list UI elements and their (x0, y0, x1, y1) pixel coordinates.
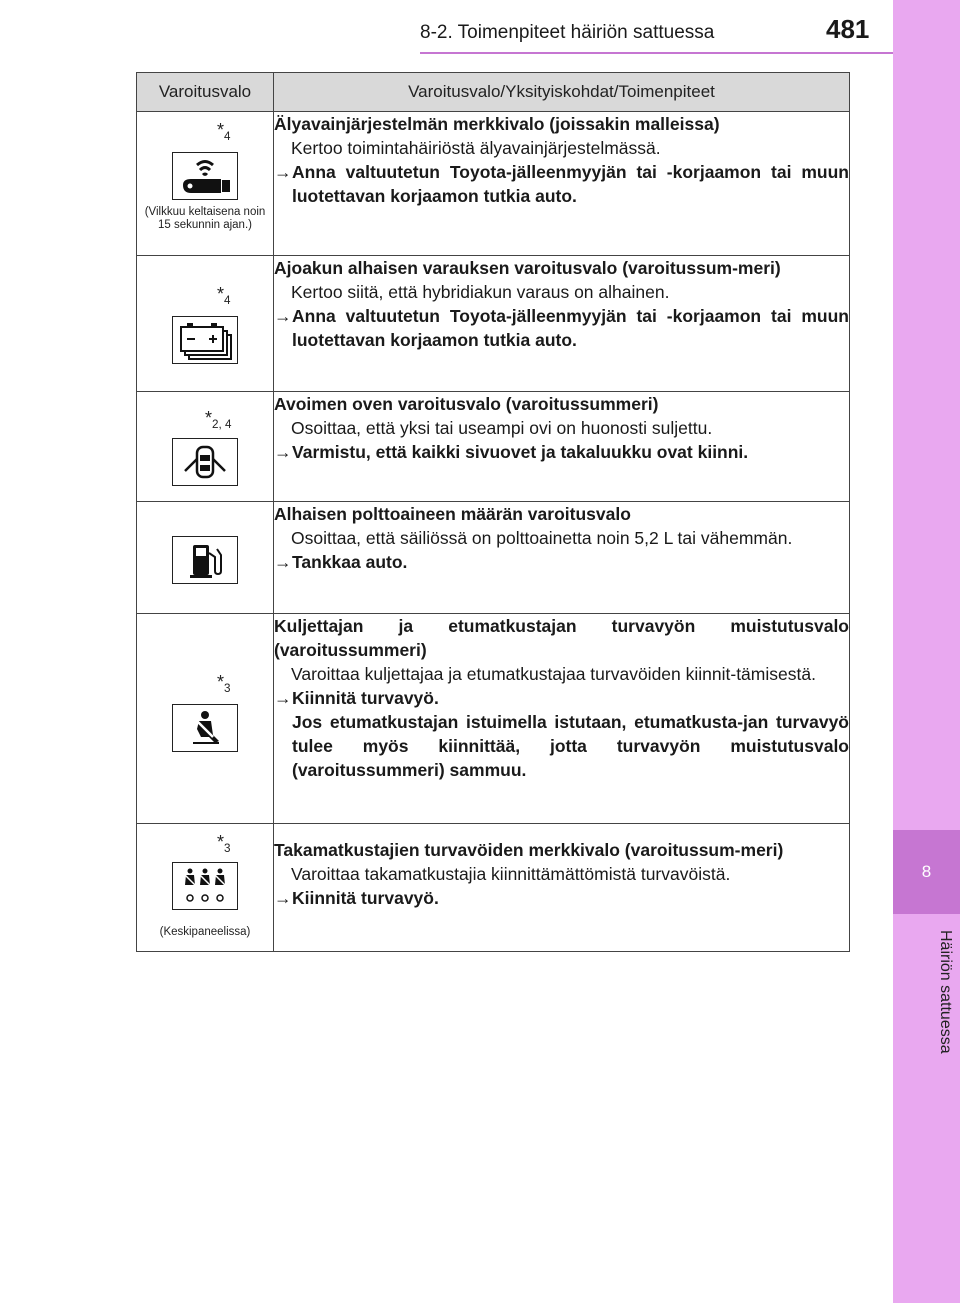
light-action: → Tankkaa auto. (274, 552, 408, 572)
table-row (137, 256, 850, 392)
warning-lights-table (136, 72, 850, 952)
details-cell (274, 614, 850, 824)
light-action: → Kiinnitä turvavyö. (274, 888, 439, 908)
light-title: Avoimen oven varoitusvalo (varoitussummeri) (274, 394, 659, 414)
light-description: Osoittaa, että säiliössä on polttoainetta noin 5,2 L tai vähemmän. (291, 528, 793, 548)
arrow-icon: → (274, 688, 292, 708)
arrow-icon: → (274, 162, 292, 182)
chapter-number: 8 (893, 830, 960, 914)
arrow-icon: → (274, 306, 292, 326)
page-number: 481 (826, 14, 870, 44)
details-cell (274, 112, 850, 256)
light-action: → Anna valtuutetun Toyota-jälleenmyyjän tai -korjaamon tai muun luotettavan korjaamon tutkia auto. (274, 306, 849, 350)
fuel-pump-icon (172, 536, 238, 584)
light-description: Osoittaa, että yksi tai useampi ovi on huonosti suljettu. (291, 418, 713, 438)
arrow-icon: → (274, 442, 292, 462)
details-cell (274, 824, 850, 952)
light-title: Takamatkustajien turvavöiden merkkivalo (varoitussum-meri) (274, 840, 784, 860)
light-title: Alhaisen polttoaineen määrän varoitusvalo (274, 504, 631, 524)
details-cell (274, 256, 850, 392)
icon-caption: (Vilkkuu keltaisena noin 15 sekunnin ajan.) (144, 206, 266, 231)
icon-cell (137, 392, 274, 502)
icon-cell (137, 256, 274, 392)
light-sub-action: Jos etumatkustajan istuimella istutaan, etumatkusta-jan turvavyö tulee myös kiinnittää, jotta turvavyön muistutusvalo (varoitussummeri) sammuu. (292, 712, 849, 780)
footnote-mark: $*_3$ (217, 832, 231, 855)
rear-seatbelt-icon (172, 862, 238, 910)
arrow-icon: → (274, 888, 292, 908)
light-action: → Varmistu, että kaikki sivuovet ja takaluukku ovat kiinni. (274, 442, 749, 462)
icon-caption: (Keskipaneelissa) (159, 926, 251, 938)
footnote-mark: $*_4$ (217, 120, 231, 143)
chapter-title: Häiriön sattuessa (937, 930, 954, 1054)
icon-cell (137, 112, 274, 256)
section-title: 8-2. Toimenpiteet häiriön sattuessa (420, 22, 715, 43)
table-row (137, 614, 850, 824)
seatbelt-icon (172, 704, 238, 752)
details-cell (274, 502, 850, 614)
table-row (137, 112, 850, 256)
light-description: Varoittaa takamatkustajia kiinnittämättömistä turvavöistä. (291, 864, 731, 884)
table-row (137, 824, 850, 952)
table-row (137, 502, 850, 614)
light-action: → Kiinnitä turvavyö. (274, 688, 439, 708)
footnote-mark: $*_4$ (217, 284, 231, 307)
light-description: Varoittaa kuljettajaa ja etumatkustajaa turvavöiden kiinnit-tämisestä. (291, 664, 816, 684)
col-header-light: Varoitusvalo (137, 73, 274, 112)
icon-cell (137, 824, 274, 952)
arrow-icon: → (274, 552, 292, 572)
table-row (137, 392, 850, 502)
footnote-mark: $*_3$ (217, 672, 231, 695)
header-divider (420, 52, 893, 54)
light-title: Ajoakun alhaisen varauksen varoitusvalo (varoitussum-meri) (274, 258, 781, 278)
footnote-mark: $*_{2, 4}$ (205, 408, 232, 431)
light-title: Kuljettajan ja etumatkustajan turvavyön muistutusvalo (varoitussummeri) (274, 616, 849, 660)
light-title: Älyavainjärjestelmän merkkivalo (joissakin malleissa) (274, 114, 720, 134)
table-header-row (137, 73, 850, 112)
light-description: Kertoo toimintahäiriöstä älyavainjärjestelmässä. (291, 138, 661, 158)
smart-key-icon (172, 152, 238, 200)
icon-cell (137, 502, 274, 614)
battery-icon (172, 316, 238, 364)
open-door-icon (172, 438, 238, 486)
details-cell (274, 392, 850, 502)
light-description: Kertoo siitä, että hybridiakun varaus on alhainen. (291, 282, 670, 302)
light-action: → Anna valtuutetun Toyota-jälleenmyyjän tai -korjaamon tai muun luotettavan korjaamon tutkia auto. (274, 162, 849, 206)
col-header-details: Varoitusvalo/Yksityiskohdat/Toimenpiteet (274, 73, 850, 112)
icon-cell (137, 614, 274, 824)
